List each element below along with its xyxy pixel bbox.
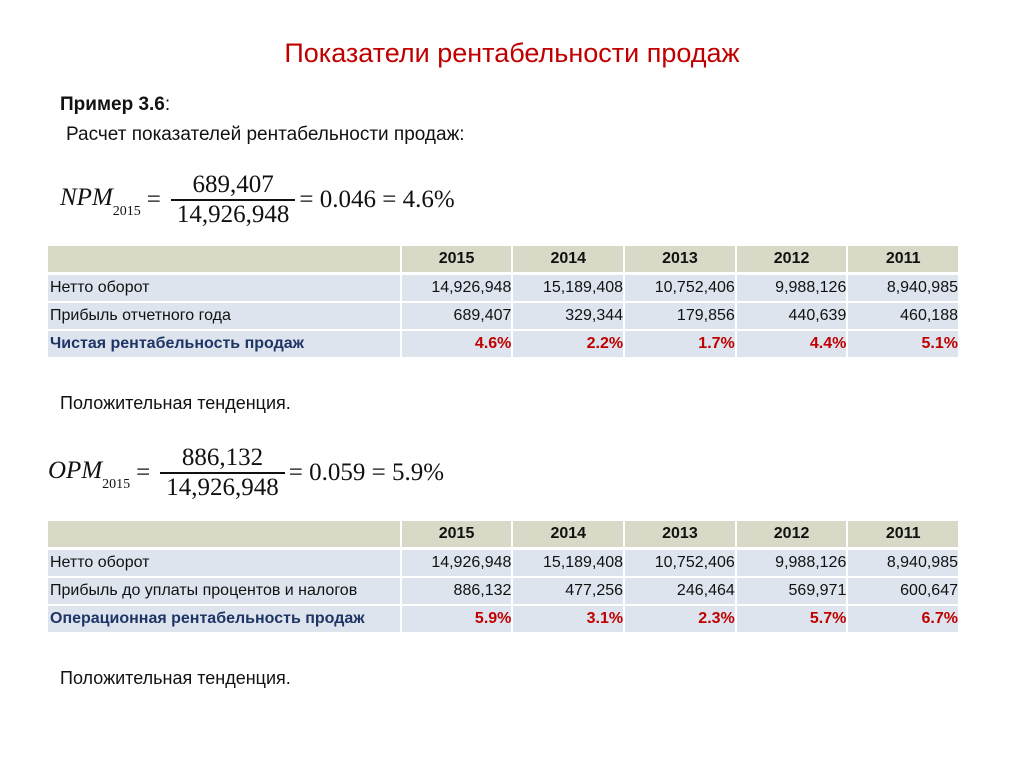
table-row-total	[48, 606, 958, 634]
example-colon: :	[164, 94, 171, 115]
cell: 15,189,408	[511, 275, 623, 303]
npm-formula-lhs	[60, 183, 141, 219]
npm-table	[48, 246, 958, 359]
year-header: 2012	[735, 521, 847, 547]
opm-table	[48, 521, 958, 634]
year-header: 2014	[511, 246, 623, 272]
pct-cell: 5.9%	[400, 606, 512, 634]
cell: 14,926,948	[400, 550, 512, 578]
cell: 600,647	[846, 578, 958, 606]
cell: 569,971	[735, 578, 847, 606]
page-title: Показатели рентабельности продаж	[284, 38, 740, 68]
calc-description: Расчет показателей рентабельности продаж:	[66, 124, 465, 145]
cell: 246,464	[623, 578, 735, 606]
row-label: Прибыль отчетного года	[48, 303, 400, 331]
npm-sub: 2015	[112, 203, 141, 219]
cell: 10,752,406	[623, 550, 735, 578]
example-heading	[60, 94, 170, 116]
table-row	[48, 275, 958, 303]
opm-name: OPM	[48, 456, 103, 484]
npm-denominator: 14,926,948	[176, 200, 290, 228]
row-label: Чистая рентабельность продаж	[48, 331, 400, 359]
year-header: 2014	[511, 521, 623, 547]
table-row	[48, 303, 958, 331]
cell: 440,639	[735, 303, 847, 331]
npm-result: = 0.046 = 4.6%	[299, 185, 455, 213]
npm-formula	[60, 172, 455, 228]
example-label: Пример 3.6	[60, 94, 165, 115]
row-label: Нетто оборот	[48, 550, 400, 578]
npm-fraction	[171, 172, 296, 228]
cell: 689,407	[400, 303, 512, 331]
year-header: 2015	[400, 246, 512, 272]
header-blank	[48, 246, 400, 272]
opm-sub: 2015	[102, 476, 131, 492]
opm-numerator: 886,132	[181, 444, 264, 471]
cell: 329,344	[511, 303, 623, 331]
year-header: 2011	[846, 246, 958, 272]
opm-table-header	[48, 521, 958, 547]
opm-formula	[48, 445, 444, 501]
row-label: Нетто оборот	[48, 275, 400, 303]
trend-note-2: Положительная тенденция.	[60, 668, 291, 688]
pct-cell: 2.2%	[511, 331, 623, 359]
npm-table-header	[48, 246, 958, 272]
npm-equals: =	[146, 185, 161, 213]
cell: 8,940,985	[846, 550, 958, 578]
opm-fraction	[160, 445, 285, 501]
pct-cell: 1.7%	[623, 331, 735, 359]
cell: 8,940,985	[846, 275, 958, 303]
table-row	[48, 578, 958, 606]
cell: 9,988,126	[735, 275, 847, 303]
header-blank	[48, 521, 400, 547]
year-header: 2012	[735, 246, 847, 272]
pct-cell: 3.1%	[511, 606, 623, 634]
trend-note-1: Положительная тенденция.	[60, 393, 291, 413]
row-label: Прибыль до уплаты процентов и налогов	[48, 578, 400, 606]
opm-result: = 0.059 = 5.9%	[288, 458, 445, 486]
pct-cell: 4.4%	[735, 331, 847, 359]
table-row	[48, 550, 958, 578]
cell: 179,856	[623, 303, 735, 331]
opm-denominator: 14,926,948	[166, 473, 279, 501]
cell: 10,752,406	[623, 275, 735, 303]
pct-cell: 6.7%	[846, 606, 958, 634]
npm-numerator: 689,407	[192, 171, 274, 198]
year-header: 2011	[846, 521, 958, 547]
pct-cell: 5.7%	[735, 606, 847, 634]
cell: 886,132	[400, 578, 512, 606]
opm-equals: =	[136, 458, 151, 486]
opm-formula-lhs	[48, 456, 131, 492]
table-row-total	[48, 331, 958, 359]
year-header: 2015	[400, 521, 512, 547]
cell: 15,189,408	[511, 550, 623, 578]
cell: 460,188	[846, 303, 958, 331]
row-label: Операционная рентабельность продаж	[48, 606, 400, 634]
cell: 477,256	[511, 578, 623, 606]
npm-name: NPM	[60, 183, 113, 211]
pct-cell: 4.6%	[400, 331, 512, 359]
cell: 9,988,126	[735, 550, 847, 578]
pct-cell: 5.1%	[846, 331, 958, 359]
cell: 14,926,948	[400, 275, 512, 303]
pct-cell: 2.3%	[623, 606, 735, 634]
year-header: 2013	[623, 521, 735, 547]
year-header: 2013	[623, 246, 735, 272]
